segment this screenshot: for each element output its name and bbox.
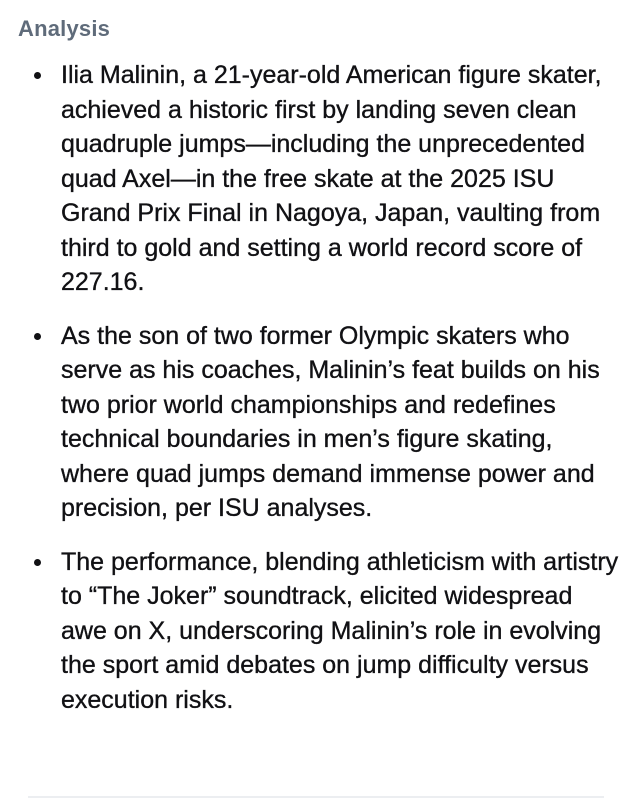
- section-title: Analysis: [18, 16, 111, 41]
- bullet-dot-icon: [34, 72, 41, 79]
- bullet-item: [0, 58, 632, 300]
- bullet-dot-icon: [34, 559, 41, 566]
- bullet-text: As the son of two former Olympic skaters who serve as his coaches, Malinin’s feat builds on his two prior world championships and redefines technical boundaries in men’s figure skating, where quad jumps demand immense power and precision, per ISU analyses.: [61, 321, 600, 522]
- bullet-text: The performance, blending athleticism with artistry to “The Joker” soundtrack, elicited widespread awe on X, underscoring Malinin’s role in evolving the sport amid debates on jump difficulty versus execution risks.: [61, 547, 619, 714]
- bullet-item: [0, 319, 632, 526]
- analysis-bullet-list: [0, 58, 632, 736]
- bullet-dot-icon: [34, 333, 41, 340]
- bottom-divider: [28, 796, 604, 798]
- bullet-text: Ilia Malinin, a 21-year-old American figure skater, achieved a historic first by landing seven clean quadruple jumps—including the unprecedented quad Axel—in the free skate at the 2025 ISU Grand Prix Final in Nagoya, Japan, vaulting from third to gold and setting a world record score of 227.16.: [61, 61, 602, 296]
- bullet-item: [0, 545, 632, 718]
